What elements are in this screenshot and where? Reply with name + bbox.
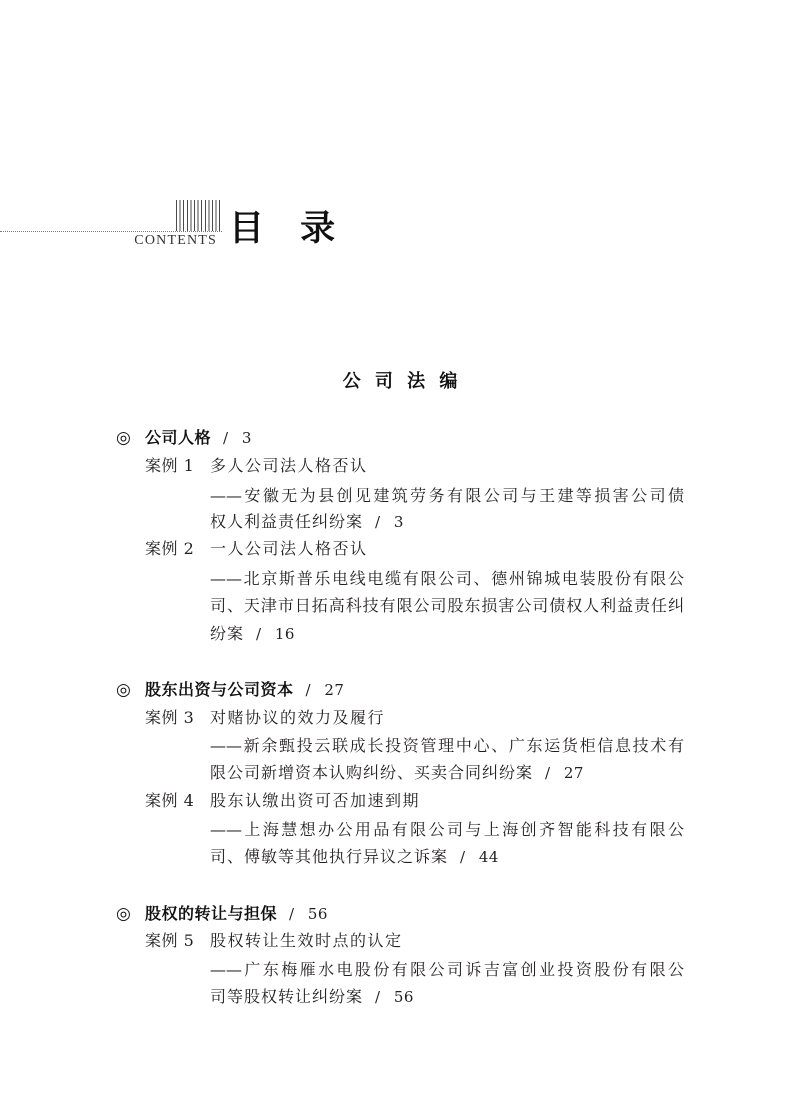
double-circle-bullet-icon: ◎ bbox=[116, 904, 131, 924]
section-heading bbox=[0, 679, 800, 701]
case-page-ref: / 3 bbox=[375, 513, 404, 531]
section-title: 股权的转让与担保 bbox=[145, 904, 278, 923]
contents-label: CONTENTS bbox=[134, 233, 217, 248]
section-page-ref: / 56 bbox=[289, 905, 328, 923]
case-page-ref: / 44 bbox=[460, 848, 499, 866]
case-description-line bbox=[210, 623, 684, 645]
section-page-ref: / 27 bbox=[305, 681, 345, 699]
case-label: 案例 5 bbox=[145, 931, 195, 950]
case-label: 案例 2 bbox=[145, 539, 195, 558]
case-title: 一人公司法人格否认 bbox=[210, 539, 368, 558]
double-circle-bullet-icon: ◎ bbox=[116, 428, 131, 448]
case-page-ref: / 16 bbox=[256, 625, 295, 643]
case-heading bbox=[0, 930, 800, 952]
part-title: 公 司 法 编 bbox=[342, 371, 458, 392]
case-heading bbox=[0, 707, 800, 729]
case-description-text: 司等股权转让纠纷案 bbox=[210, 987, 364, 1006]
case-description-line: ——上海慧想办公用品有限公司与上海创齐智能科技有限公 bbox=[210, 820, 684, 839]
section-heading bbox=[0, 427, 800, 449]
dotted-rule bbox=[0, 231, 222, 232]
section-heading-line bbox=[145, 679, 344, 701]
section-heading-line bbox=[145, 427, 252, 449]
case-title: 股东认缴出资可否加速到期 bbox=[210, 791, 421, 810]
case-title: 对赌协议的效力及履行 bbox=[210, 708, 386, 727]
case-page-ref: / 27 bbox=[545, 764, 584, 782]
case-description-line bbox=[210, 846, 684, 868]
section-heading-line bbox=[145, 903, 328, 925]
case-description-line bbox=[210, 762, 684, 784]
page-title: 目 录 bbox=[229, 208, 336, 249]
case-description-text: 纷案 bbox=[210, 624, 245, 643]
case-page-ref: / 56 bbox=[375, 988, 414, 1006]
case-description-text: 权人利益责任纠纷案 bbox=[210, 512, 364, 531]
case-description-line: ——安徽无为县创见建筑劳务有限公司与王建等损害公司债 bbox=[210, 486, 684, 505]
case-heading bbox=[0, 455, 800, 477]
stripes-ornament-icon bbox=[176, 200, 221, 231]
case-heading bbox=[0, 538, 800, 560]
case-description-line bbox=[210, 511, 684, 533]
case-label: 案例 4 bbox=[145, 791, 195, 810]
case-title: 多人公司法人格否认 bbox=[210, 456, 368, 475]
case-description-line: 司、天津市日拓高科技有限公司股东损害公司债权人利益责任纠 bbox=[210, 596, 684, 615]
case-description-line: ——新余甄投云联成长投资管理中心、广东运货柜信息技术有 bbox=[210, 736, 684, 755]
case-label: 案例 1 bbox=[145, 456, 195, 475]
case-description-line: ——北京斯普乐电线电缆有限公司、德州锦城电装股份有限公 bbox=[210, 569, 684, 588]
double-circle-bullet-icon: ◎ bbox=[116, 680, 131, 700]
case-description-line bbox=[210, 986, 684, 1008]
section-page-ref: / 3 bbox=[223, 429, 252, 447]
case-label: 案例 3 bbox=[145, 708, 195, 727]
case-description-text: 限公司新增资本认购纠纷、买卖合同纠纷案 bbox=[210, 763, 534, 782]
case-title: 股权转让生效时点的认定 bbox=[210, 931, 403, 950]
case-description-line: ——广东梅雁水电股份有限公司诉吉富创业投资股份有限公 bbox=[210, 960, 684, 979]
case-description-text: 司、傅敏等其他执行异议之诉案 bbox=[210, 847, 449, 866]
case-heading bbox=[0, 790, 800, 812]
section-heading bbox=[0, 903, 800, 925]
section-title: 公司人格 bbox=[145, 428, 212, 447]
section-title: 股东出资与公司资本 bbox=[145, 680, 294, 699]
